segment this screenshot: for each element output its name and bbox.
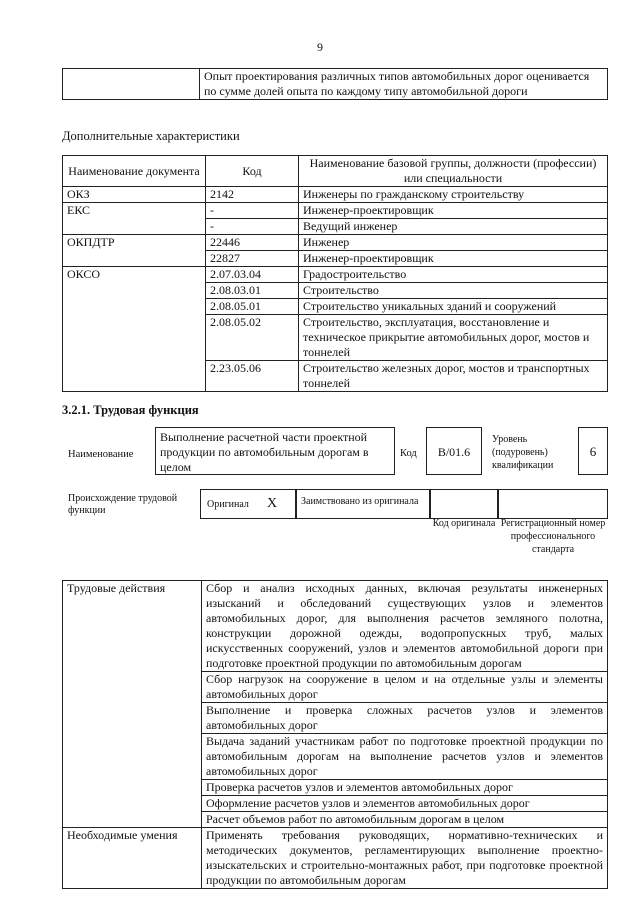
row-label: Трудовые действия: [63, 581, 202, 828]
code-cell: 2.23.05.06: [206, 361, 299, 392]
name-cell: Ведущий инженер: [299, 219, 608, 235]
name-cell: Инженер-проектировщик: [299, 203, 608, 219]
table-row: [63, 203, 608, 219]
doc-cell: ОКЗ: [63, 187, 206, 203]
code-cell: -: [206, 203, 299, 219]
list-item: Расчет объемов работ по автомобильным дорогам в целом: [202, 812, 608, 828]
doc-cell: ОКСО: [63, 267, 206, 392]
level-label: Уровень (подуровень) квалификации: [492, 434, 554, 471]
code-cell: -: [206, 219, 299, 235]
origin-label: Происхождение трудовой функции: [68, 493, 178, 516]
name-cell: Строительство, эксплуатация, восстановление и техническое прикрытие автомобильных дорог, мостов и тоннелей: [299, 315, 608, 361]
function-code: B/01.6: [437, 445, 471, 459]
code-cell: 2.08.05.02: [206, 315, 299, 361]
list-item: Применять требования руководящих, нормативно-технических и методических документов, регламентирующих выполнение проектно-изыскательских и строительно-монтажных работ, при подготовке проектной продукции по автомобильным дорогам: [202, 828, 608, 889]
code-cell: 22446: [206, 235, 299, 251]
top-row-text: Опыт проектирования различных типов автомобильных дорог оценивается по сумме долей опыта по каждому типу автомобильной дороги: [200, 69, 608, 100]
name-cell: Строительство уникальных зданий и сооружений: [299, 299, 608, 315]
name-cell: Инженер-проектировщик: [299, 251, 608, 267]
main-table: [62, 580, 608, 889]
function-code-box: [426, 427, 482, 475]
table-row: [63, 267, 608, 283]
name-cell: Строительство железных дорог, мостов и транспортных тоннелей: [299, 361, 608, 392]
list-item: Сбор и анализ исходных данных, включая результаты инженерных изысканий и обследований существующих узлов и элементов автомобильных дорог, для выполнения расчетов земляного полотна, конструкции дорожной одежды, водопропускных труб, малых искусственных сооружений, узлов и элементов автомобильной дороги при подготовке проектной продукции по автомобильным дорогам: [202, 581, 608, 672]
code-cell: 2142: [206, 187, 299, 203]
empty-cell: [63, 69, 200, 100]
header-doc: Наименование документа: [63, 156, 206, 187]
code-cell: 2.07.03.04: [206, 267, 299, 283]
additional-table: [62, 155, 608, 392]
page-number: 9: [317, 40, 323, 54]
level-value: 6: [589, 444, 597, 459]
row-label: Необходимые умения: [63, 828, 202, 889]
code-cell: 2.08.03.01: [206, 283, 299, 299]
table-row: [63, 581, 608, 672]
list-item: Сбор нагрузок на сооружение в целом и на отдельные узлы и элементы автомобильных дорог: [202, 672, 608, 703]
name-cell: Градостроительство: [299, 267, 608, 283]
borrowed-label: Заимствовано из оригинала: [301, 496, 419, 507]
top-continuation-table: [62, 68, 608, 100]
function-name-box: [155, 427, 395, 475]
name-cell: Строительство: [299, 283, 608, 299]
table-row: [63, 187, 608, 203]
reg-number-box: [498, 489, 608, 519]
additional-title: Дополнительные характеристики: [62, 129, 240, 143]
orig-code-box: [430, 489, 498, 519]
header-name: Наименование базовой группы, должности (профессии) или специальности: [299, 156, 608, 187]
level-box: [578, 427, 608, 475]
name-cell: Инженер: [299, 235, 608, 251]
header-code: Код: [206, 156, 299, 187]
list-item: Выполнение и проверка сложных расчетов узлов и элементов автомобильных дорог: [202, 703, 608, 734]
list-item: Оформление расчетов узлов и элементов автомобильных дорог: [202, 796, 608, 812]
code-label: Код: [400, 448, 417, 459]
original-label: Оригинал: [207, 499, 249, 510]
doc-cell: ОКПДТР: [63, 235, 206, 267]
list-item: Проверка расчетов узлов и элементов автомобильных дорог: [202, 780, 608, 796]
list-item: Выдача заданий участникам работ по подготовке проектной продукции по автомобильным дорогам на выполнение расчетов узлов и элементов автомобильных дорог: [202, 734, 608, 780]
name-cell: Инженеры по гражданскому строительству: [299, 187, 608, 203]
original-mark: X: [267, 496, 278, 511]
table-row: [63, 235, 608, 251]
borrowed-box: [296, 489, 430, 519]
function-title: 3.2.1. Трудовая функция: [62, 403, 199, 417]
table-row: [63, 828, 608, 889]
orig-code-label: Код оригинала: [432, 518, 496, 529]
name-label: Наименование: [68, 449, 134, 460]
function-name: Выполнение расчетной части проектной продукции по автомобильным дорогам в целом: [160, 430, 369, 474]
original-box: [200, 489, 296, 519]
code-cell: 2.08.05.01: [206, 299, 299, 315]
reg-number-label: Регистрационный номер профессионального стандарта: [500, 518, 606, 555]
code-cell: 22827: [206, 251, 299, 267]
doc-cell: ЕКС: [63, 203, 206, 235]
